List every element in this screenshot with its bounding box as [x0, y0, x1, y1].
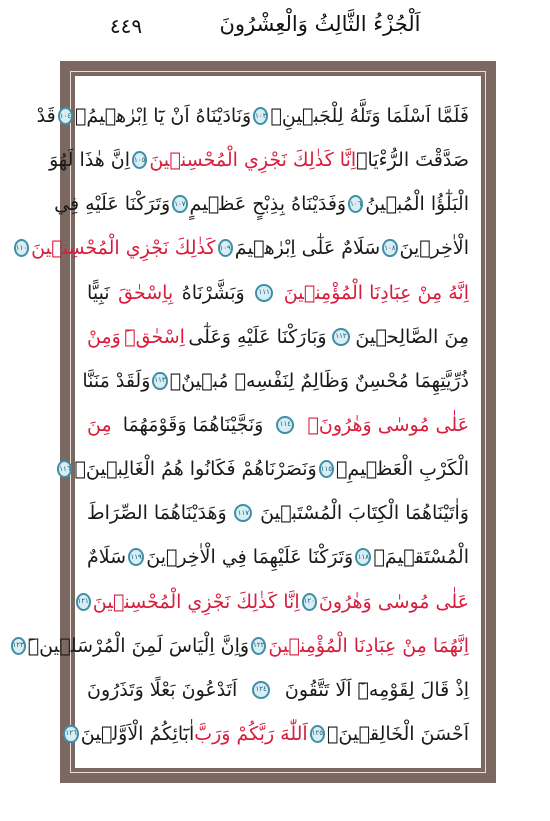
ayah-number-marker: ١٠٦: [348, 195, 363, 213]
text-panel: [12, 76, 481, 768]
highlighted-verse-segment: اِنَّا كَذٰلِكَ نَجْزِي الْمُحْسِن۪ينَ: [149, 149, 357, 172]
verse-segment: وَاٰتَيْنَاهُمَا الْكِتَابَ الْمُسْتَب۪ينَ: [260, 502, 469, 525]
ayah-number-marker: ١٠٤: [58, 107, 73, 125]
ayah-number-marker: ١٠٣: [253, 107, 268, 125]
highlighted-verse-segment: اِنَّهُ مِنْ عِبَادِنَا الْمُؤْمِن۪ينَ: [283, 281, 469, 304]
ayah-number-marker: ١٢١: [76, 593, 91, 611]
verse-segment: وَبَارَكْنَا عَلَيْهِ وَعَلٰٓى: [188, 325, 327, 348]
verse-segment: قَدْ: [36, 105, 56, 127]
ayah-number-marker: ١٠٨: [382, 239, 397, 257]
ayah-number-marker: ١١٠: [14, 239, 29, 257]
text-line: [54, 182, 469, 226]
juz-title: اَلْجُزْءُ الثَّالِثُ وَالْعِشْرُونَ: [219, 12, 421, 36]
verse-segment: وَاِنَّ اِلْيَاسَ لَمِنَ الْمُرْسَل۪ينَۜ: [27, 634, 250, 657]
highlighted-verse-segment: اِنَّهُمَا مِنْ عِبَادِنَا الْمُؤْمِن۪ينَ: [268, 634, 469, 657]
highlighted-verse-segment: كَذٰلِكَ نَجْزِي الْمُحْسِن۪ينَ: [31, 237, 216, 260]
ayah-number-marker: ١١٢: [332, 328, 350, 346]
ayah-number-marker: ١١٦: [57, 460, 72, 478]
verse-segment: وَتَرَكْنَا عَلَيْهِمَا فِي الْاٰخِر۪ينَ: [146, 546, 354, 569]
ayah-number-marker: ١٢٣: [11, 637, 26, 655]
ayah-number-marker: ١١٨: [355, 548, 371, 566]
highlighted-verse-segment: وَمِنْ: [87, 325, 121, 348]
text-line: [65, 712, 469, 756]
ayah-number-marker: ١١٤: [276, 416, 294, 434]
ayah-number-marker: ١١٧: [234, 504, 252, 522]
text-line: [49, 138, 469, 182]
ayah-number-marker: ١٢٦: [63, 725, 78, 743]
highlighted-verse-segment: مِنَ: [87, 413, 112, 436]
verse-segment: فَلَمَّا اَسْلَمَا وَتَلَّهُ لِلْجَب۪ينِۚ: [270, 105, 469, 127]
verse-segment: الْمُسْتَق۪يمَۚ: [373, 546, 469, 569]
ayah-number-marker: ١٢٥: [310, 725, 325, 743]
ayah-number-marker: ١٢٢: [251, 637, 266, 655]
ayah-number-marker: ١١٣: [152, 372, 167, 390]
text-line: [87, 315, 469, 359]
text-line: [87, 491, 469, 535]
quran-text-lines: [12, 94, 469, 756]
ayah-number-marker: ١١١: [255, 284, 273, 302]
ayah-number-marker: ١١٥: [319, 460, 334, 478]
highlighted-verse-segment: اِنَّا كَذٰلِكَ نَجْزِي الْمُحْسِن۪ينَ: [92, 590, 300, 613]
text-line: [87, 403, 469, 447]
page-number: ٤٤٩: [109, 14, 143, 38]
highlighted-verse-segment: اِسْحٰقَۜ: [124, 325, 185, 348]
verse-segment: وَتَرَكْنَا عَلَيْهِ فِي: [54, 193, 171, 216]
verse-segment: وَنَصَرْنَاهُمْ فَكَانُوا هُمُ الْغَالِب۪ينَۚ: [74, 458, 317, 481]
verse-segment: وَهَدَيْنَاهُمَا الصِّرَاطَ: [87, 502, 227, 525]
verse-segment: الْبَلٰٓؤُا الْمُب۪ينُ: [365, 193, 469, 216]
verse-segment: اٰبَٓائِكُمُ الْاَوَّل۪ينَ: [80, 722, 195, 745]
verse-segment: الْكَرْبِ الْعَظ۪يمِۚ: [336, 458, 469, 481]
page-header: [0, 0, 550, 60]
verse-segment: الْاٰخِر۪ينَ: [399, 237, 469, 260]
ayah-number-marker: ١١٩: [128, 548, 144, 566]
text-line: [59, 447, 469, 491]
verse-segment: اِذْ قَالَ لِقَوْمِه۪ٓ اَلَا تَتَّقُونَ: [284, 678, 469, 701]
page-frame: [12, 61, 496, 783]
verse-segment: ذُرِّيَّتِهِمَا مُحْسِنٌ وَظَالِمٌ لِنَفْسِه۪ مُب۪ينٌ۟: [169, 369, 469, 392]
highlighted-verse-segment: عَلٰى مُوسٰى وَهٰرُونَ: [318, 590, 469, 613]
verse-segment: وَنَادَيْنَاهُ اَنْ يَٓا اِبْرٰه۪يمُۙ: [75, 105, 252, 127]
verse-segment: وَنَجَّيْنَاهُمَا وَقَوْمَهُمَا: [122, 413, 264, 436]
text-line: [87, 668, 469, 712]
verse-segment: نَبِيًّا: [87, 281, 110, 304]
ayah-number-marker: ١٠٧: [172, 195, 187, 213]
text-line: [87, 535, 469, 579]
verse-segment: وَفَدَيْنَاهُ بِذِبْحٍ عَظ۪يمٍ: [189, 193, 347, 216]
verse-segment: اَحْسَنَ الْخَالِق۪ينَۙ: [327, 722, 469, 745]
verse-segment: وَبَشَّرْنَاهُ: [181, 281, 245, 304]
verse-segment: سَلَامٌ: [87, 546, 127, 569]
ayah-number-marker: ١٠٥: [132, 151, 147, 169]
verse-segment: سَلَامٌ عَلٰٓى اِبْرٰه۪يمَ: [234, 237, 381, 260]
verse-segment: وَلَقَدْ مَنَنَّا: [82, 369, 151, 392]
verse-segment: صَدَّقْتَ الرُّءْيَاۚ: [356, 149, 469, 172]
ayah-number-marker: ١٠٩: [218, 239, 233, 257]
verse-segment: اِنَّ هٰذَا لَهُوَ: [49, 149, 131, 172]
ayah-number-marker: ١٢٤: [252, 681, 270, 699]
text-line: [15, 226, 469, 270]
verse-segment: اَتَدْعُونَ بَعْلًا وَتَذَرُونَ: [87, 678, 238, 701]
ayah-number-marker: ١٢٠: [302, 593, 317, 611]
text-line: [82, 359, 469, 403]
highlighted-verse-segment: عَلٰى مُوسٰى وَهٰرُونَۚ: [307, 413, 469, 436]
text-line: [77, 580, 469, 624]
verse-segment: مِنَ الصَّالِح۪ينَ: [355, 325, 469, 348]
highlighted-verse-segment: بِاِسْحٰقَ: [118, 281, 174, 304]
text-line: [36, 94, 469, 138]
highlighted-verse-segment: اَللّٰهَ رَبَّكُمْ وَرَبَّ: [194, 722, 308, 745]
text-line: [87, 271, 469, 315]
text-line: [12, 624, 469, 668]
